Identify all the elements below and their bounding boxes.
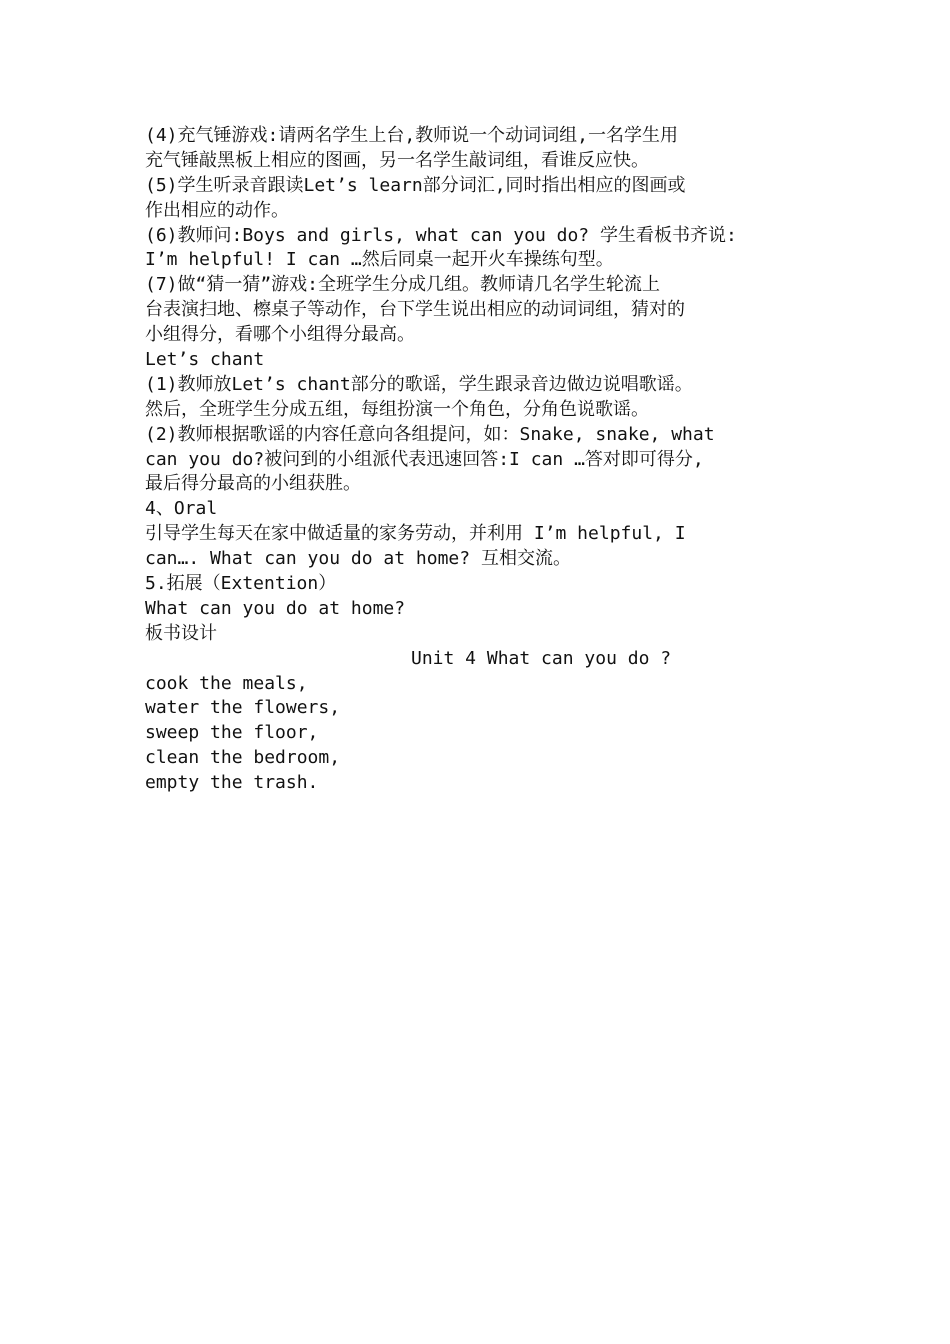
section-heading-extension: 5.拓展（Extention） [145,573,337,595]
text-line: What can you do at home? [145,597,406,619]
board-line: empty the trash. [145,772,319,794]
document-body [145,124,810,796]
text-line: (2)教师根据歌谣的内容任意向各组提问，如：Snake, snake, what [145,423,715,445]
section-heading-lets-chant: Let’s chant [145,349,265,371]
text-line: can you do?被问到的小组派代表迅速回答:I can …答对即可得分, [145,448,704,470]
board-line: sweep the floor, [145,722,319,744]
text-line: 引导学生每天在家中做适量的家务劳动，并利用 I’m helpful, I [145,523,686,545]
text-line: 作出相应的动作。 [145,199,289,221]
text-line: can…. What can you do at home? 互相交流。 [145,548,571,570]
text-line: (4)充气锤游戏:请两名学生上台,教师说一个动词词组,一名学生用 [145,125,679,146]
board-line: water the flowers, [145,697,341,719]
text-line: 最后得分最高的小组获胜。 [145,473,361,495]
text-line: 然后，全班学生分成五组，每组扮演一个角色，分角色说歌谣。 [145,398,649,420]
section-heading-board-design: 板书设计 [145,622,217,644]
text-line: I’m helpful! I can …然后同桌一起开火车操练句型。 [145,249,614,271]
board-title: Unit 4 What can you do ? [411,647,672,669]
board-line: clean the bedroom, [145,747,341,769]
board-line: cook the meals, [145,672,308,694]
text-line: (7)做“猜一猜”游戏:全班学生分成几组。教师请几名学生轮流上 [145,274,661,296]
text-line: 台表演扫地、檫桌子等动作，台下学生说出相应的动词词组，猜对的 [145,299,685,321]
text-line: (5)学生听录音跟读Let’s learn部分词汇,同时指出相应的图画或 [145,174,686,196]
text-line: 小组得分，看哪个小组得分最高。 [145,324,415,346]
text-line: (6)教师问:Boys and girls, what can you do? 学生看板书齐说: [145,224,737,246]
section-heading-oral: 4、Oral [145,498,218,520]
text-line: (1)教师放Let’s chant部分的歌谣，学生跟录音边做边说唱歌谣。 [145,373,693,395]
text-line: 充气锤敲黑板上相应的图画，另一名学生敲词组，看谁反应快。 [145,149,649,171]
